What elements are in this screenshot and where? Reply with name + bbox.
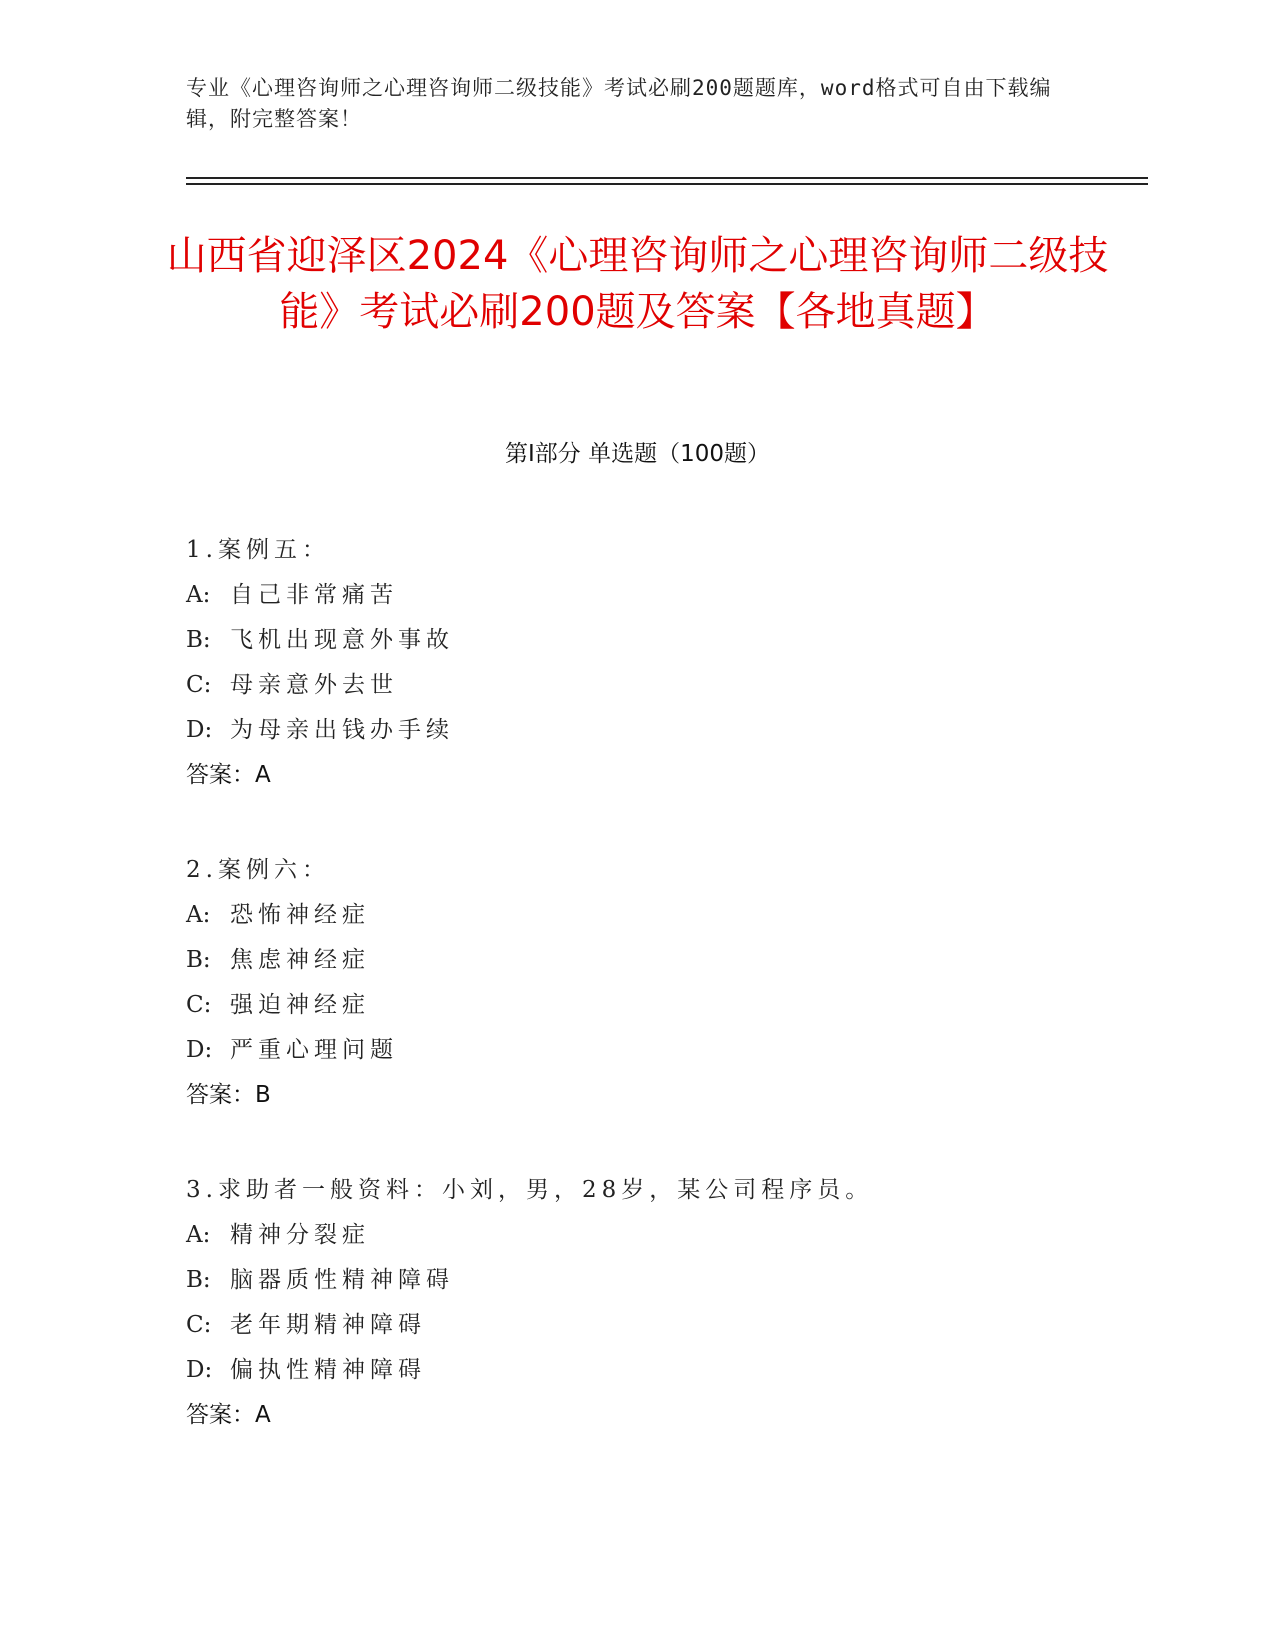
option-label: C: bbox=[186, 992, 212, 1018]
option-b bbox=[186, 1260, 454, 1300]
question-stem: 1.案例五： bbox=[186, 537, 330, 563]
option-label: C: bbox=[186, 672, 212, 698]
option-d bbox=[186, 710, 454, 750]
option-text: 老年期精神障碍 bbox=[230, 1312, 426, 1338]
answer-value: B bbox=[255, 1082, 271, 1108]
option-text: 恐怖神经症 bbox=[230, 902, 370, 928]
answer-value: A bbox=[255, 762, 271, 788]
option-label: D: bbox=[186, 717, 213, 743]
document-title: 山西省迎泽区2024《心理咨询师之心理咨询师二级技能》考试必刷200题及答案【各地真题】 bbox=[166, 233, 1109, 335]
header-divider-top bbox=[186, 177, 1148, 179]
header-divider-bottom bbox=[186, 183, 1148, 185]
question-stem: 2.案例六： bbox=[186, 857, 330, 883]
option-label: A: bbox=[186, 582, 211, 608]
option-text: 自己非常痛苦 bbox=[230, 582, 398, 608]
option-a bbox=[186, 1215, 370, 1255]
question-item bbox=[186, 530, 1136, 850]
option-text: 飞机出现意外事故 bbox=[230, 627, 454, 653]
option-label: B: bbox=[186, 1267, 211, 1293]
option-c bbox=[186, 985, 370, 1025]
option-label: B: bbox=[186, 627, 211, 653]
answer-prefix: 答案： bbox=[186, 1402, 255, 1428]
option-b bbox=[186, 940, 370, 980]
option-label: A: bbox=[186, 902, 211, 928]
question-item bbox=[186, 1170, 1136, 1490]
section-title: 第I部分 单选题（100题） bbox=[505, 441, 770, 467]
option-label: C: bbox=[186, 1312, 212, 1338]
option-d bbox=[186, 1350, 426, 1390]
answer-line bbox=[186, 755, 271, 795]
option-text: 强迫神经症 bbox=[230, 992, 370, 1018]
header-note: 专业《心理咨询师之心理咨询师二级技能》考试必刷200题题库，word格式可自由下载编辑，附完整答案！ bbox=[186, 76, 1052, 131]
option-text: 严重心理问题 bbox=[230, 1037, 398, 1063]
option-c bbox=[186, 665, 398, 705]
option-a bbox=[186, 895, 370, 935]
option-text: 偏执性精神障碍 bbox=[230, 1357, 426, 1383]
option-d bbox=[186, 1030, 398, 1070]
option-b bbox=[186, 620, 454, 660]
answer-prefix: 答案： bbox=[186, 1082, 255, 1108]
option-text: 为母亲出钱办手续 bbox=[230, 717, 454, 743]
option-a bbox=[186, 575, 398, 615]
option-c bbox=[186, 1305, 426, 1345]
option-text: 精神分裂症 bbox=[230, 1222, 370, 1248]
answer-value: A bbox=[255, 1402, 271, 1428]
question-stem: 3.求助者一般资料：小刘，男，28岁，某公司程序员。 bbox=[186, 1177, 874, 1203]
option-label: D: bbox=[186, 1357, 213, 1383]
option-text: 脑器质性精神障碍 bbox=[230, 1267, 454, 1293]
question-list bbox=[186, 530, 1136, 1490]
answer-prefix: 答案： bbox=[186, 762, 255, 788]
option-label: D: bbox=[186, 1037, 213, 1063]
answer-line bbox=[186, 1075, 271, 1115]
answer-line bbox=[186, 1395, 271, 1435]
option-text: 焦虑神经症 bbox=[230, 947, 370, 973]
option-text: 母亲意外去世 bbox=[230, 672, 398, 698]
option-label: A: bbox=[186, 1222, 211, 1248]
option-label: B: bbox=[186, 947, 211, 973]
question-item bbox=[186, 850, 1136, 1170]
